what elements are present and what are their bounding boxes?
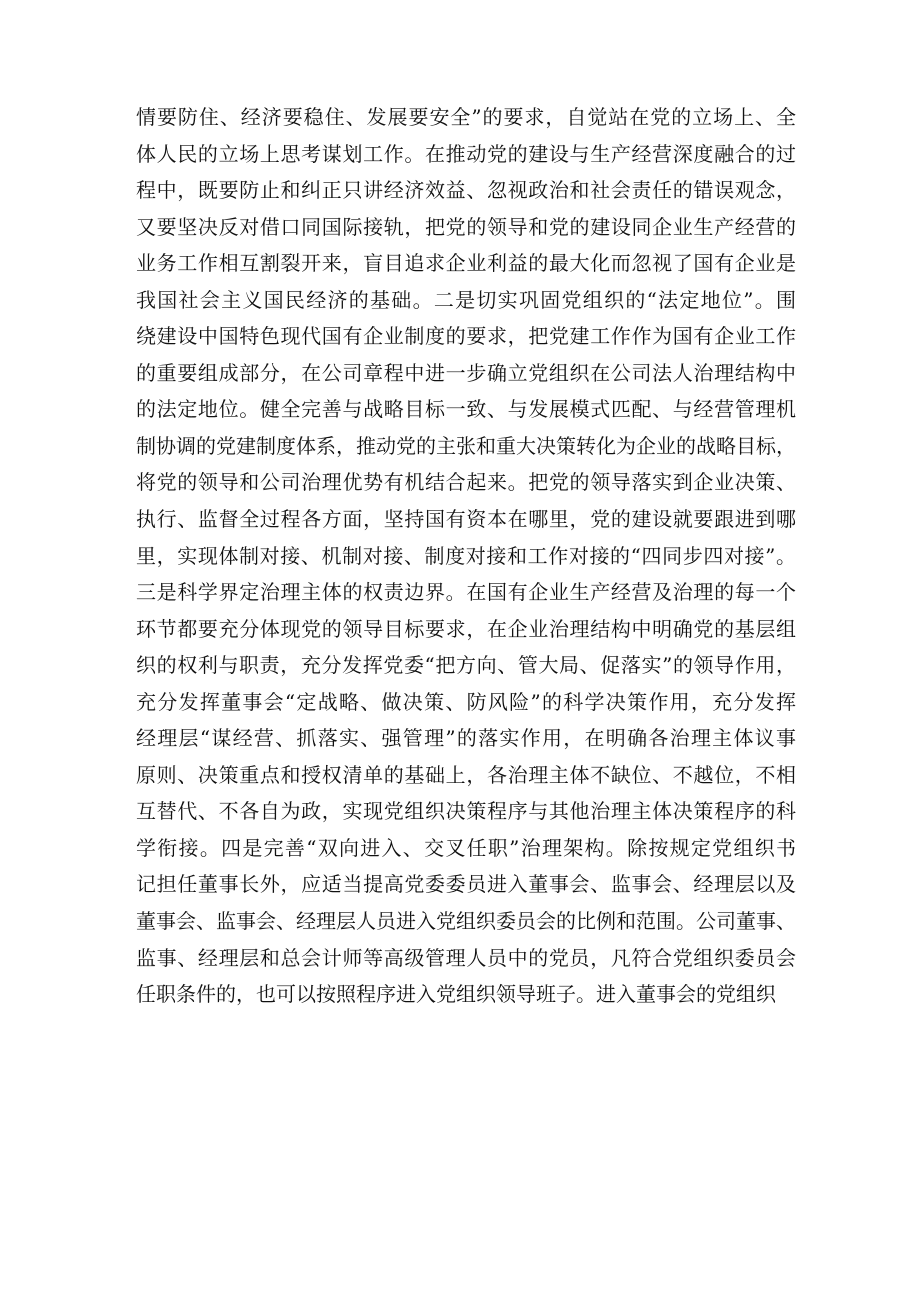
- text-line: 织的权利与职责，充分发挥党委“把方向、管大局、促落实”的领导作用，: [136, 653, 796, 678]
- text-line: 又要坚决反对借口同国际接轨，把党的领导和党的建设同企业生产经营的: [136, 214, 796, 239]
- text-line: 的法定地位。健全完善与战略目标一致、与发展模式匹配、与经营管理机: [136, 397, 796, 422]
- text-line: 学衔接。四是完善“双向进入、交叉任职”治理架构。除按规定党组织书: [136, 835, 796, 860]
- text-line: 监事、经理层和总会计师等高级管理人员中的党员，凡符合党组织委员会: [136, 945, 796, 970]
- text-line: 执行、监督全过程各方面，坚持国有资本在哪里，党的建设就要跟进到哪: [136, 507, 796, 532]
- text-line: 的重要组成部分，在公司章程中进一步确立党组织在公司法人治理结构中: [136, 360, 796, 385]
- text-line: 业务工作相互割裂开来，盲目追求企业利益的最大化而忽视了国有企业是: [136, 251, 796, 276]
- text-line: 环节都要充分体现党的领导目标要求，在企业治理结构中明确党的基层组: [136, 616, 796, 641]
- text-line: 我国社会主义国民经济的基础。二是切实巩固党组织的“法定地位”。围: [136, 287, 796, 312]
- text-line: 互替代、不各自为政，实现党组织决策程序与其他治理主体决策程序的科: [136, 799, 796, 824]
- text-line: 体人民的立场上思考谋划工作。在推动党的建设与生产经营深度融合的过: [136, 141, 796, 166]
- text-line: 情要防住、经济要稳住、发展要安全”的要求，自觉站在党的立场上、全: [136, 105, 796, 129]
- body-text: [136, 99, 796, 1013]
- text-line: 任职条件的，也可以按照程序进入党组织领导班子。进入董事会的党组织: [136, 982, 776, 1007]
- text-line: 里，实现体制对接、机制对接、制度对接和工作对接的“四同步四对接”。: [136, 543, 796, 568]
- text-line: 经理层“谋经营、抓落实、强管理”的落实作用，在明确各治理主体议事: [136, 726, 796, 751]
- text-line: 三是科学界定治理主体的权责边界。在国有企业生产经营及治理的每一个: [136, 580, 796, 605]
- text-line: 充分发挥董事会“定战略、做决策、防风险”的科学决策作用，充分发挥: [136, 689, 796, 714]
- text-line: 记担任董事长外，应适当提高党委委员进入董事会、监事会、经理层以及: [136, 872, 796, 897]
- text-line: 原则、决策重点和授权清单的基础上，各治理主体不缺位、不越位，不相: [136, 762, 796, 787]
- text-line: 将党的领导和公司治理优势有机结合起来。把党的领导落实到企业决策、: [136, 470, 796, 495]
- text-line: 制协调的党建制度体系，推动党的主张和重大决策转化为企业的战略目标，: [136, 433, 796, 458]
- text-line: 程中，既要防止和纠正只讲经济效益、忽视政治和社会责任的错误观念，: [136, 178, 796, 203]
- text-line: 绕建设中国特色现代国有企业制度的要求，把党建工作作为国有企业工作: [136, 324, 796, 349]
- text-line: 董事会、监事会、经理层人员进入党组织委员会的比例和范围。公司董事、: [136, 909, 796, 934]
